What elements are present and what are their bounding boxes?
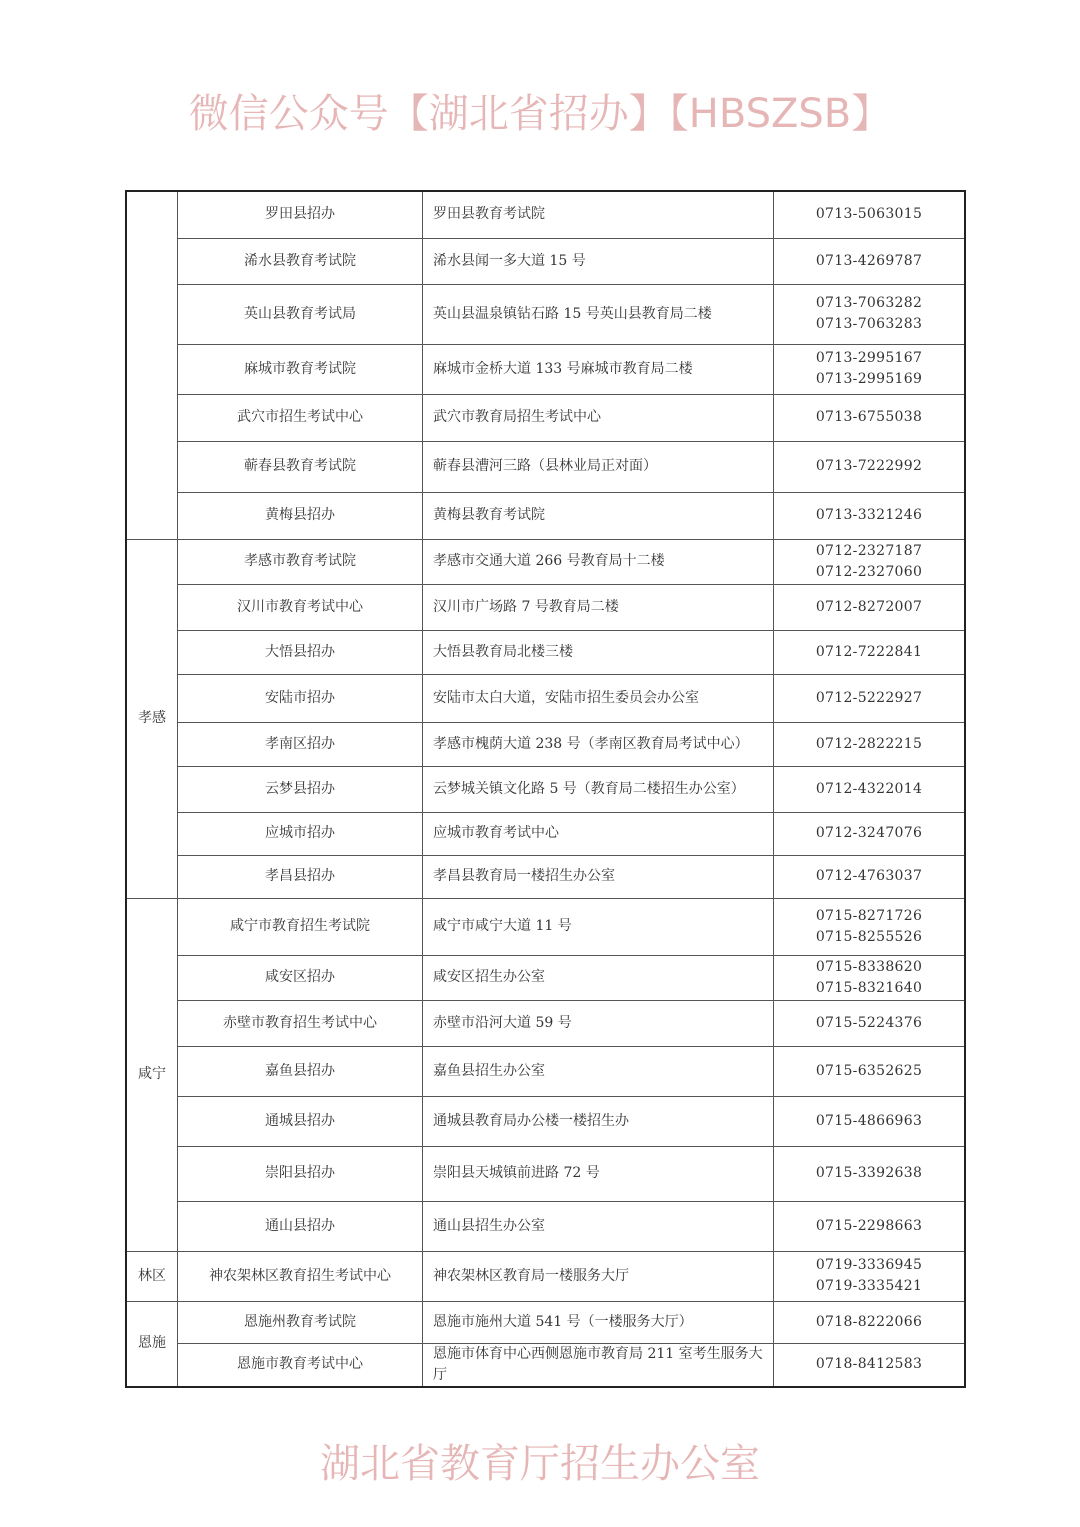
phone-cell — [774, 492, 966, 539]
address-cell: 神农架林区教育局一楼服务大厅 — [423, 1251, 774, 1301]
unit-name-cell: 蕲春县教育考试院 — [178, 441, 423, 492]
table-row — [126, 898, 965, 955]
unit-name-cell: 咸安区招办 — [178, 955, 423, 1000]
table-row — [126, 284, 965, 344]
table-row — [126, 1146, 965, 1201]
address-cell: 嘉鱼县招生办公室 — [423, 1046, 774, 1096]
phone-number: 0715-8271726 — [815, 907, 923, 924]
phone-cell — [774, 1000, 966, 1046]
address-cell: 咸安区招生办公室 — [423, 955, 774, 1000]
phone-number: 0712-2327187 — [815, 542, 923, 559]
admissions-office-table — [125, 190, 966, 1388]
table-row — [126, 766, 965, 812]
phone-cell — [774, 1046, 966, 1096]
phone-number: 0713-4269787 — [815, 252, 923, 269]
address-cell: 咸宁市咸宁大道 11 号 — [423, 898, 774, 955]
phone-number: 0715-2298663 — [815, 1217, 923, 1234]
unit-name-cell: 通城县招办 — [178, 1096, 423, 1146]
region-cell — [126, 191, 178, 539]
unit-name-cell: 罗田县招办 — [178, 191, 423, 238]
phone-cell — [774, 722, 966, 766]
phone-cell — [774, 1301, 966, 1343]
phone-number: 0719-3335421 — [815, 1278, 923, 1294]
phone-cell — [774, 1251, 966, 1301]
table-row — [126, 630, 965, 674]
phone-cell — [774, 674, 966, 722]
unit-name-cell: 英山县教育考试局 — [178, 284, 423, 344]
phone-number: 0713-7063282 — [815, 295, 923, 311]
table-row — [126, 1301, 965, 1343]
phone-cell — [774, 855, 966, 898]
address-cell: 崇阳县天城镇前进路 72 号 — [423, 1146, 774, 1201]
address-cell: 麻城市金桥大道 133 号麻城市教育局二楼 — [423, 344, 774, 394]
phone-cell — [774, 812, 966, 855]
phone-cell — [774, 1343, 966, 1387]
phone-cell — [774, 584, 966, 630]
table-row — [126, 955, 965, 1000]
unit-name-cell: 神农架林区教育招生考试中心 — [178, 1251, 423, 1301]
table-row — [126, 1046, 965, 1096]
address-cell: 黄梅县教育考试院 — [423, 492, 774, 539]
phone-number: 0713-2995167 — [815, 350, 923, 366]
phone-number: 0712-2327060 — [815, 563, 923, 580]
watermark-line-1: 微信公众号【湖北省招办】【HBSZSB】 — [188, 91, 892, 137]
table-body — [126, 191, 965, 1387]
phone-number: 0712-4763037 — [815, 868, 923, 884]
unit-name-cell: 恩施市教育考试中心 — [178, 1343, 423, 1387]
address-cell: 蕲春县漕河三路（县林业局正对面） — [423, 441, 774, 492]
phone-cell — [774, 630, 966, 674]
phone-cell — [774, 1096, 966, 1146]
address-cell: 通城县教育局办公楼一楼招生办 — [423, 1096, 774, 1146]
unit-name-cell: 通山县招办 — [178, 1201, 423, 1251]
phone-number: 0712-4322014 — [815, 780, 923, 797]
unit-name-cell: 应城市招办 — [178, 812, 423, 855]
address-cell: 应城市教育考试中心 — [423, 812, 774, 855]
unit-name-cell: 嘉鱼县招办 — [178, 1046, 423, 1096]
table-row — [126, 674, 965, 722]
phone-cell — [774, 955, 966, 1000]
address-cell: 武穴市教育局招生考试中心 — [423, 394, 774, 441]
address-cell: 孝昌县教育局一楼招生办公室 — [423, 855, 774, 898]
phone-cell — [774, 441, 966, 492]
table-row — [126, 1251, 965, 1301]
address-cell: 赤壁市沿河大道 59 号 — [423, 1000, 774, 1046]
phone-number: 0715-8255526 — [815, 928, 923, 945]
phone-number: 0712-3247076 — [815, 825, 923, 841]
phone-cell — [774, 344, 966, 394]
phone-cell — [774, 1201, 966, 1251]
phone-cell — [774, 394, 966, 441]
address-cell: 罗田县教育考试院 — [423, 191, 774, 238]
table-row — [126, 855, 965, 898]
unit-name-cell: 大悟县招办 — [178, 630, 423, 674]
phone-number: 0712-2822215 — [815, 735, 923, 752]
address-cell: 恩施市施州大道 541 号（一楼服务大厅） — [423, 1301, 774, 1343]
table-row — [126, 191, 965, 238]
table-row — [126, 1201, 965, 1251]
address-cell: 通山县招生办公室 — [423, 1201, 774, 1251]
region-cell: 恩施 — [126, 1301, 178, 1387]
phone-number: 0715-6352625 — [815, 1062, 923, 1079]
table-row — [126, 238, 965, 284]
table-row — [126, 492, 965, 539]
phone-cell — [774, 898, 966, 955]
phone-cell — [774, 238, 966, 284]
address-cell: 浠水县闻一多大道 15 号 — [423, 238, 774, 284]
phone-number: 0719-3336945 — [815, 1257, 923, 1273]
phone-number: 0713-3321246 — [815, 507, 923, 523]
unit-name-cell: 孝南区招办 — [178, 722, 423, 766]
table-row — [126, 539, 965, 584]
phone-number: 0713-7063283 — [815, 316, 923, 332]
phone-number: 0718-8412583 — [815, 1356, 923, 1373]
unit-name-cell: 赤壁市教育招生考试中心 — [178, 1000, 423, 1046]
phone-cell — [774, 766, 966, 812]
region-cell: 咸宁 — [126, 898, 178, 1251]
unit-name-cell: 崇阳县招办 — [178, 1146, 423, 1201]
region-cell: 林区 — [126, 1251, 178, 1301]
address-cell: 孝感市交通大道 266 号教育局十二楼 — [423, 539, 774, 584]
phone-number: 0713-7222992 — [815, 458, 923, 474]
phone-number: 0718-8222066 — [815, 1313, 923, 1330]
table-row — [126, 344, 965, 394]
unit-name-cell: 汉川市教育考试中心 — [178, 584, 423, 630]
phone-number: 0715-8321640 — [815, 979, 923, 996]
table-row — [126, 1343, 965, 1387]
phone-number: 0713-2995169 — [815, 371, 923, 387]
phone-number: 0715-8338620 — [815, 958, 923, 975]
unit-name-cell: 黄梅县招办 — [178, 492, 423, 539]
phone-number: 0715-5224376 — [815, 1014, 923, 1031]
unit-name-cell: 浠水县教育考试院 — [178, 238, 423, 284]
phone-number: 0712-8272007 — [815, 598, 923, 615]
table-row — [126, 1000, 965, 1046]
phone-number: 0715-4866963 — [815, 1112, 923, 1129]
table-row — [126, 441, 965, 492]
address-cell: 汉川市广场路 7 号教育局二楼 — [423, 584, 774, 630]
address-cell: 孝感市槐荫大道 238 号（孝南区教育局考试中心） — [423, 722, 774, 766]
phone-cell — [774, 1146, 966, 1201]
phone-cell — [774, 191, 966, 238]
table-row — [126, 812, 965, 855]
unit-name-cell: 麻城市教育考试院 — [178, 344, 423, 394]
phone-number: 0712-5222927 — [815, 689, 923, 706]
unit-name-cell: 咸宁市教育招生考试院 — [178, 898, 423, 955]
watermark-line-2: 湖北省教育厅招生办公室 — [320, 1441, 760, 1487]
region-cell: 孝感 — [126, 539, 178, 898]
phone-number: 0713-5063015 — [815, 206, 923, 223]
table-row — [126, 722, 965, 766]
address-cell: 大悟县教育局北楼三楼 — [423, 630, 774, 674]
phone-cell — [774, 284, 966, 344]
address-cell: 英山县温泉镇钻石路 15 号英山县教育局二楼 — [423, 284, 774, 344]
table-row — [126, 394, 965, 441]
table-row — [126, 1096, 965, 1146]
unit-name-cell: 武穴市招生考试中心 — [178, 394, 423, 441]
unit-name-cell: 孝感市教育考试院 — [178, 539, 423, 584]
unit-name-cell: 安陆市招办 — [178, 674, 423, 722]
unit-name-cell: 孝昌县招办 — [178, 855, 423, 898]
address-cell: 恩施市体育中心西侧恩施市教育局 211 室考生服务大厅 — [423, 1343, 774, 1387]
phone-number: 0715-3392638 — [815, 1165, 923, 1181]
table-row — [126, 584, 965, 630]
unit-name-cell: 恩施州教育考试院 — [178, 1301, 423, 1343]
address-cell: 安陆市太白大道，安陆市招生委员会办公室 — [423, 674, 774, 722]
phone-number: 0712-7222841 — [815, 643, 923, 660]
phone-number: 0713-6755038 — [815, 409, 923, 425]
address-cell: 云梦城关镇文化路 5 号（教育局二楼招生办公室） — [423, 766, 774, 812]
unit-name-cell: 云梦县招办 — [178, 766, 423, 812]
phone-cell — [774, 539, 966, 584]
